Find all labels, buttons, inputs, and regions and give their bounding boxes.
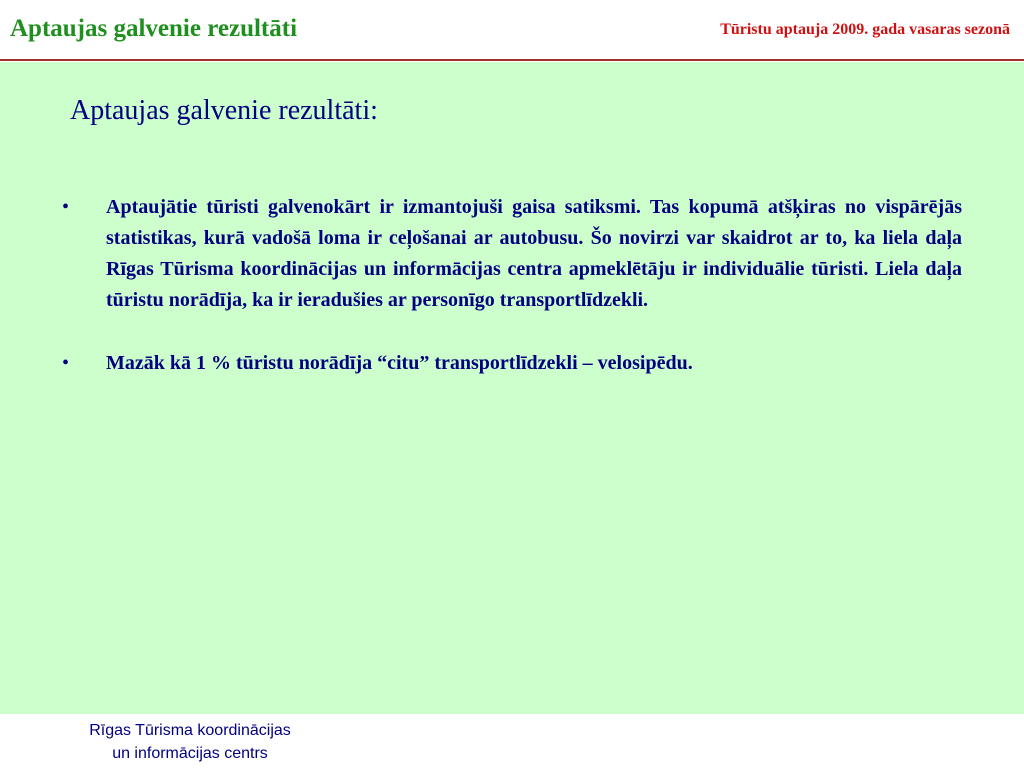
footer-org-line-2: un informācijas centrs [112,745,268,762]
bullet-icon: • [62,196,70,218]
footer-organization [30,719,350,765]
page-title: Aptaujas galvenie rezultāti [10,15,298,42]
page-subtitle: Tūristu aptauja 2009. gada vasaras sezonā [720,21,1010,38]
bullet-icon: • [62,352,70,374]
content-heading: Aptaujas galvenie rezultāti: [70,95,378,126]
bullet-list [62,192,962,411]
bullet-item [62,348,962,379]
bullet-text: Mazāk kā 1 % tūristu norādīja “citu” transportlīdzekli – velosipēdu. [106,352,693,374]
bullet-text: Aptaujātie tūristi galvenokārt ir izmantojuši gaisa satiksmi. Tas kopumā atšķiras no vispārējās statistikas, kurā vadošā loma ir ceļošanai ar autobusu. Šo novirzi var skaidrot ar to, ka liela daļa Rīgas Tūrisma koordinācijas un informācijas centra apmeklētāju ir individuālie tūristi. Liela daļa tūristu norādīja, ka ir ieradušies ar personīgo transportlīdzekli. [106,196,962,311]
header-divider [0,59,1024,61]
bullet-item [62,192,962,316]
footer-org-line-1: Rīgas Tūrisma koordinācijas [89,722,291,739]
